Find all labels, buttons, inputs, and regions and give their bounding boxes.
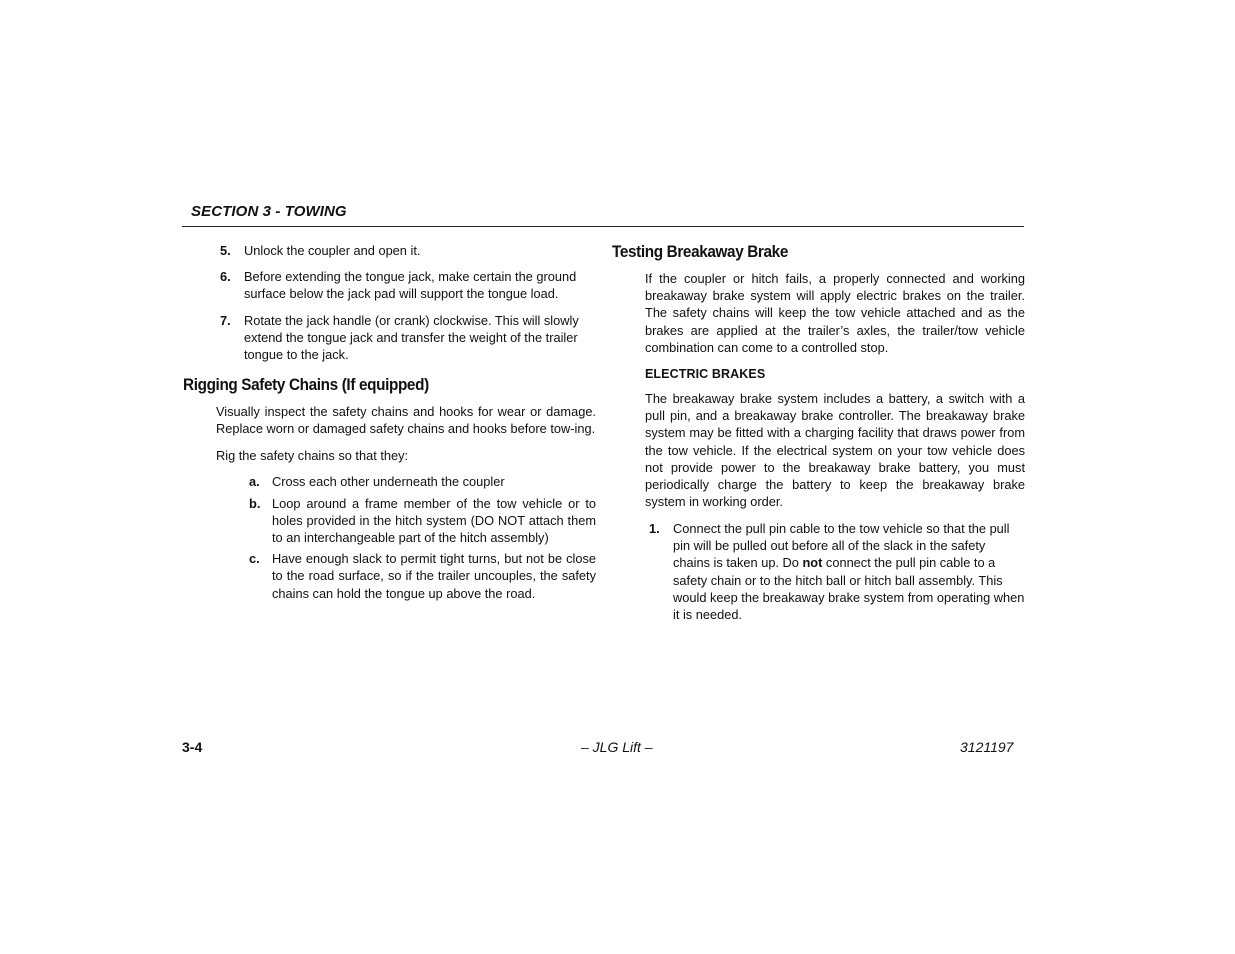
sub-item-text: Cross each other underneath the coupler bbox=[272, 474, 505, 490]
step-6 bbox=[183, 268, 596, 302]
step-5 bbox=[183, 242, 596, 259]
sub-item-letter: b. bbox=[249, 495, 261, 511]
sub-item-b bbox=[183, 495, 596, 547]
step-text: Rotate the jack handle (or crank) clockwise. This will slowly extend the tongue jack and transfer the weight of the trailer tongue to the jack. bbox=[244, 312, 579, 363]
step-7 bbox=[183, 312, 596, 364]
electric-brakes-paragraph: The breakaway brake system includes a battery, a switch with a pull pin, and a breakaway brake controller. The breakaway brake system may be fitted with a charging facility that draws power from the tow vehicle. If the electrical system on your tow vehicle does not provide power to the breakaway brake battery, you must periodically charge the battery to keep the breakaway brake system in working order. bbox=[645, 391, 1025, 510]
sub-item-text: Have enough slack to permit tight turns, but not be close to the road surface, so if the trailer uncouples, the safety chains can hold the tongue up above the road. bbox=[272, 551, 596, 601]
step-number: 7. bbox=[220, 312, 231, 328]
step-number: 1. bbox=[649, 520, 660, 536]
document-number: 3121197 bbox=[960, 739, 1014, 755]
rigging-heading: Rigging Safety Chains (If equipped) bbox=[183, 375, 429, 395]
sub-item-letter: a. bbox=[249, 474, 260, 490]
footer-brand: – JLG Lift – bbox=[581, 739, 653, 755]
step-text: Before extending the tongue jack, make certain the ground surface below the jack pad will support the tongue load. bbox=[244, 268, 577, 301]
header-rule bbox=[182, 226, 1024, 227]
electric-brakes-subheading: ELECTRIC BRAKES bbox=[645, 367, 766, 382]
breakaway-paragraph: If the coupler or hitch fails, a properly connected and working breakaway brake system will apply electric brakes on the trailer. The safety chains will keep the tow vehicle attached and as the brakes are applied at the trailer’s axles, the trailer/tow vehicle combination can come to a controlled stop. bbox=[645, 271, 1025, 355]
page-number: 3-4 bbox=[182, 739, 203, 755]
sub-item-a bbox=[183, 473, 596, 490]
step-emphasis: not bbox=[802, 555, 823, 571]
rig-paragraph: Rig the safety chains so that they: bbox=[216, 447, 409, 463]
step-number: 6. bbox=[220, 268, 231, 284]
inspect-paragraph: Visually inspect the safety chains and hooks for wear or damage. Replace worn or damaged safety chains and hooks before tow-ing. bbox=[216, 404, 596, 437]
right-column bbox=[612, 242, 1025, 623]
left-column bbox=[183, 242, 596, 602]
sub-item-text: Loop around a frame member of the tow vehicle or to holes provided in the hitch system (DO NOT attach them to an interchangeable part of the hitch assembly) bbox=[272, 495, 596, 545]
step-number: 5. bbox=[220, 243, 231, 258]
sub-item-letter: c. bbox=[249, 551, 260, 567]
step-text-start: Connect the pull pin cable to the tow vehicle so that the pull pin will be pulled out before all of the slack in the safety chains is taken up. Do bbox=[673, 520, 1010, 571]
sub-item-c bbox=[183, 550, 596, 602]
step-text-end: connect the pull pin cable to a safety chain or to the hitch ball or hitch ball assembly. This would keep the breakaway brake system from operating when it is needed. bbox=[673, 555, 1025, 622]
section-title: SECTION 3 - TOWING bbox=[191, 203, 347, 220]
breakaway-heading: Testing Breakaway Brake bbox=[612, 242, 788, 261]
connect-step-1 bbox=[612, 520, 1025, 623]
step-text: Unlock the coupler and open it. bbox=[244, 243, 421, 258]
